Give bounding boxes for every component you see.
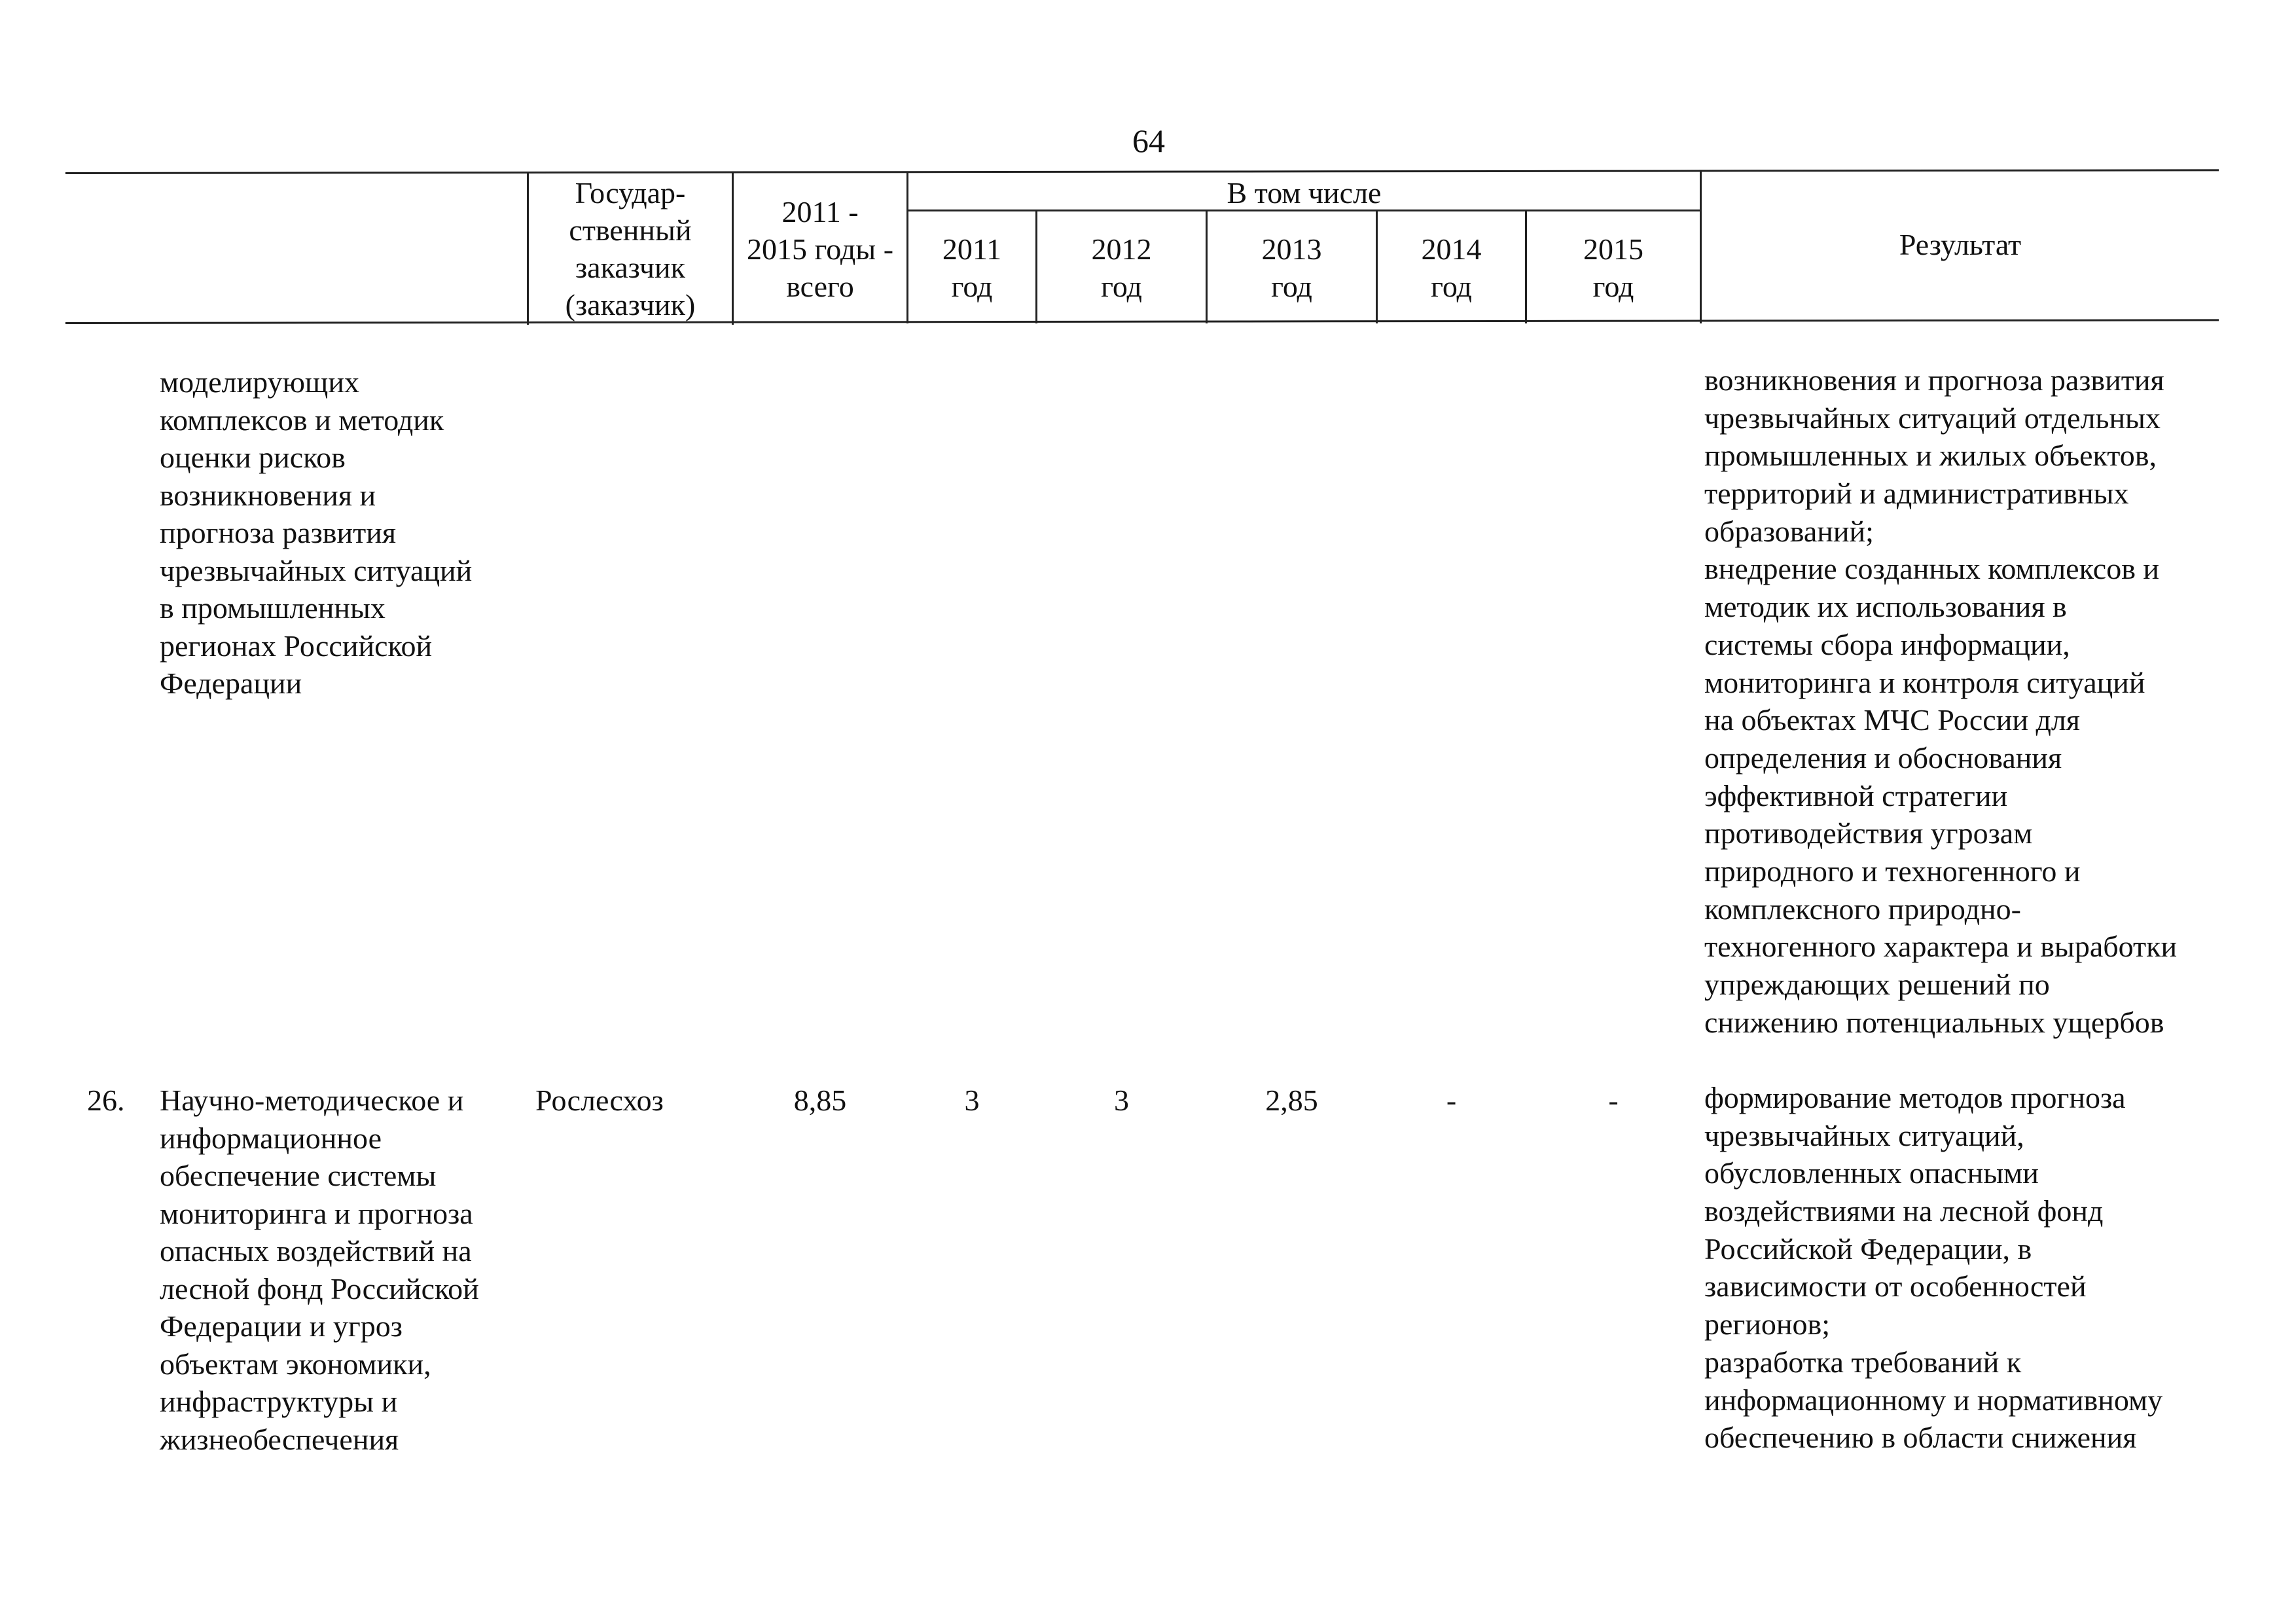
header-total: 2011 - 2015 годы - всего: [746, 195, 894, 303]
header-year-2014: 2014 год: [1421, 232, 1482, 303]
row-year-2012: 3: [1114, 1084, 1129, 1117]
row-year-2015: -: [1608, 1084, 1619, 1117]
header-bottom-border: [65, 319, 2219, 324]
row-customer: Рослесхоз: [535, 1084, 664, 1117]
row-number: 26.: [87, 1084, 125, 1117]
row-year-2011: 3: [964, 1084, 980, 1117]
row-result: формирование методов прогноза чрезвычайных ситуаций, обусловленных опасными воздействиями на лесной фонд Российской Федерации, в зависимости от особенностей регионов; разработка требований к информационному и нормативному обеспечению в области снижения: [1704, 1081, 2163, 1455]
header-year-2011: 2011 год: [942, 232, 1002, 303]
row-total: 8,85: [793, 1084, 847, 1117]
row-year-2013: 2,85: [1265, 1084, 1318, 1117]
header-top-border: [65, 169, 2219, 174]
row-result: возникновения и прогноза развития чрезвычайных ситуаций отдельных промышленных и жилых объектов, территорий и административных образований; внедрение созданных комплексов и методик их использования в системы сбора информации, мониторинга и контроля ситуаций на объектах МЧС России для определения и обоснования эффективной стратегии противодействия угрозам природного и техногенного и комплексного природно- техногенного характера и выработки упреждающих решений по снижению потенциальных ущербов: [1704, 363, 2178, 1039]
header-year-2012: 2012 год: [1091, 232, 1152, 303]
row-name: моделирующих комплексов и методик оценки рисков возникновения и прогноза развития чрезвычайных ситуаций в промышленных регионах Российской Федерации: [160, 365, 473, 700]
row-year-2014: -: [1446, 1084, 1457, 1117]
row-name: Научно-методическое и информационное обеспечение системы мониторинга и прогноза опасных воздействий на лесной фонд Российской Федерации и угроз объектам экономики, инфраструктуры и жизнеобеспечения: [160, 1084, 479, 1456]
header-year-2015: 2015 год: [1583, 232, 1643, 303]
header-including: В том числе: [1227, 176, 1382, 210]
header-result: Результат: [1899, 228, 2022, 261]
header-customer: Государ- ственный заказчик (заказчик): [565, 176, 696, 321]
header-year-2013: 2013 год: [1261, 232, 1322, 303]
page-number: 64: [1132, 122, 1165, 159]
